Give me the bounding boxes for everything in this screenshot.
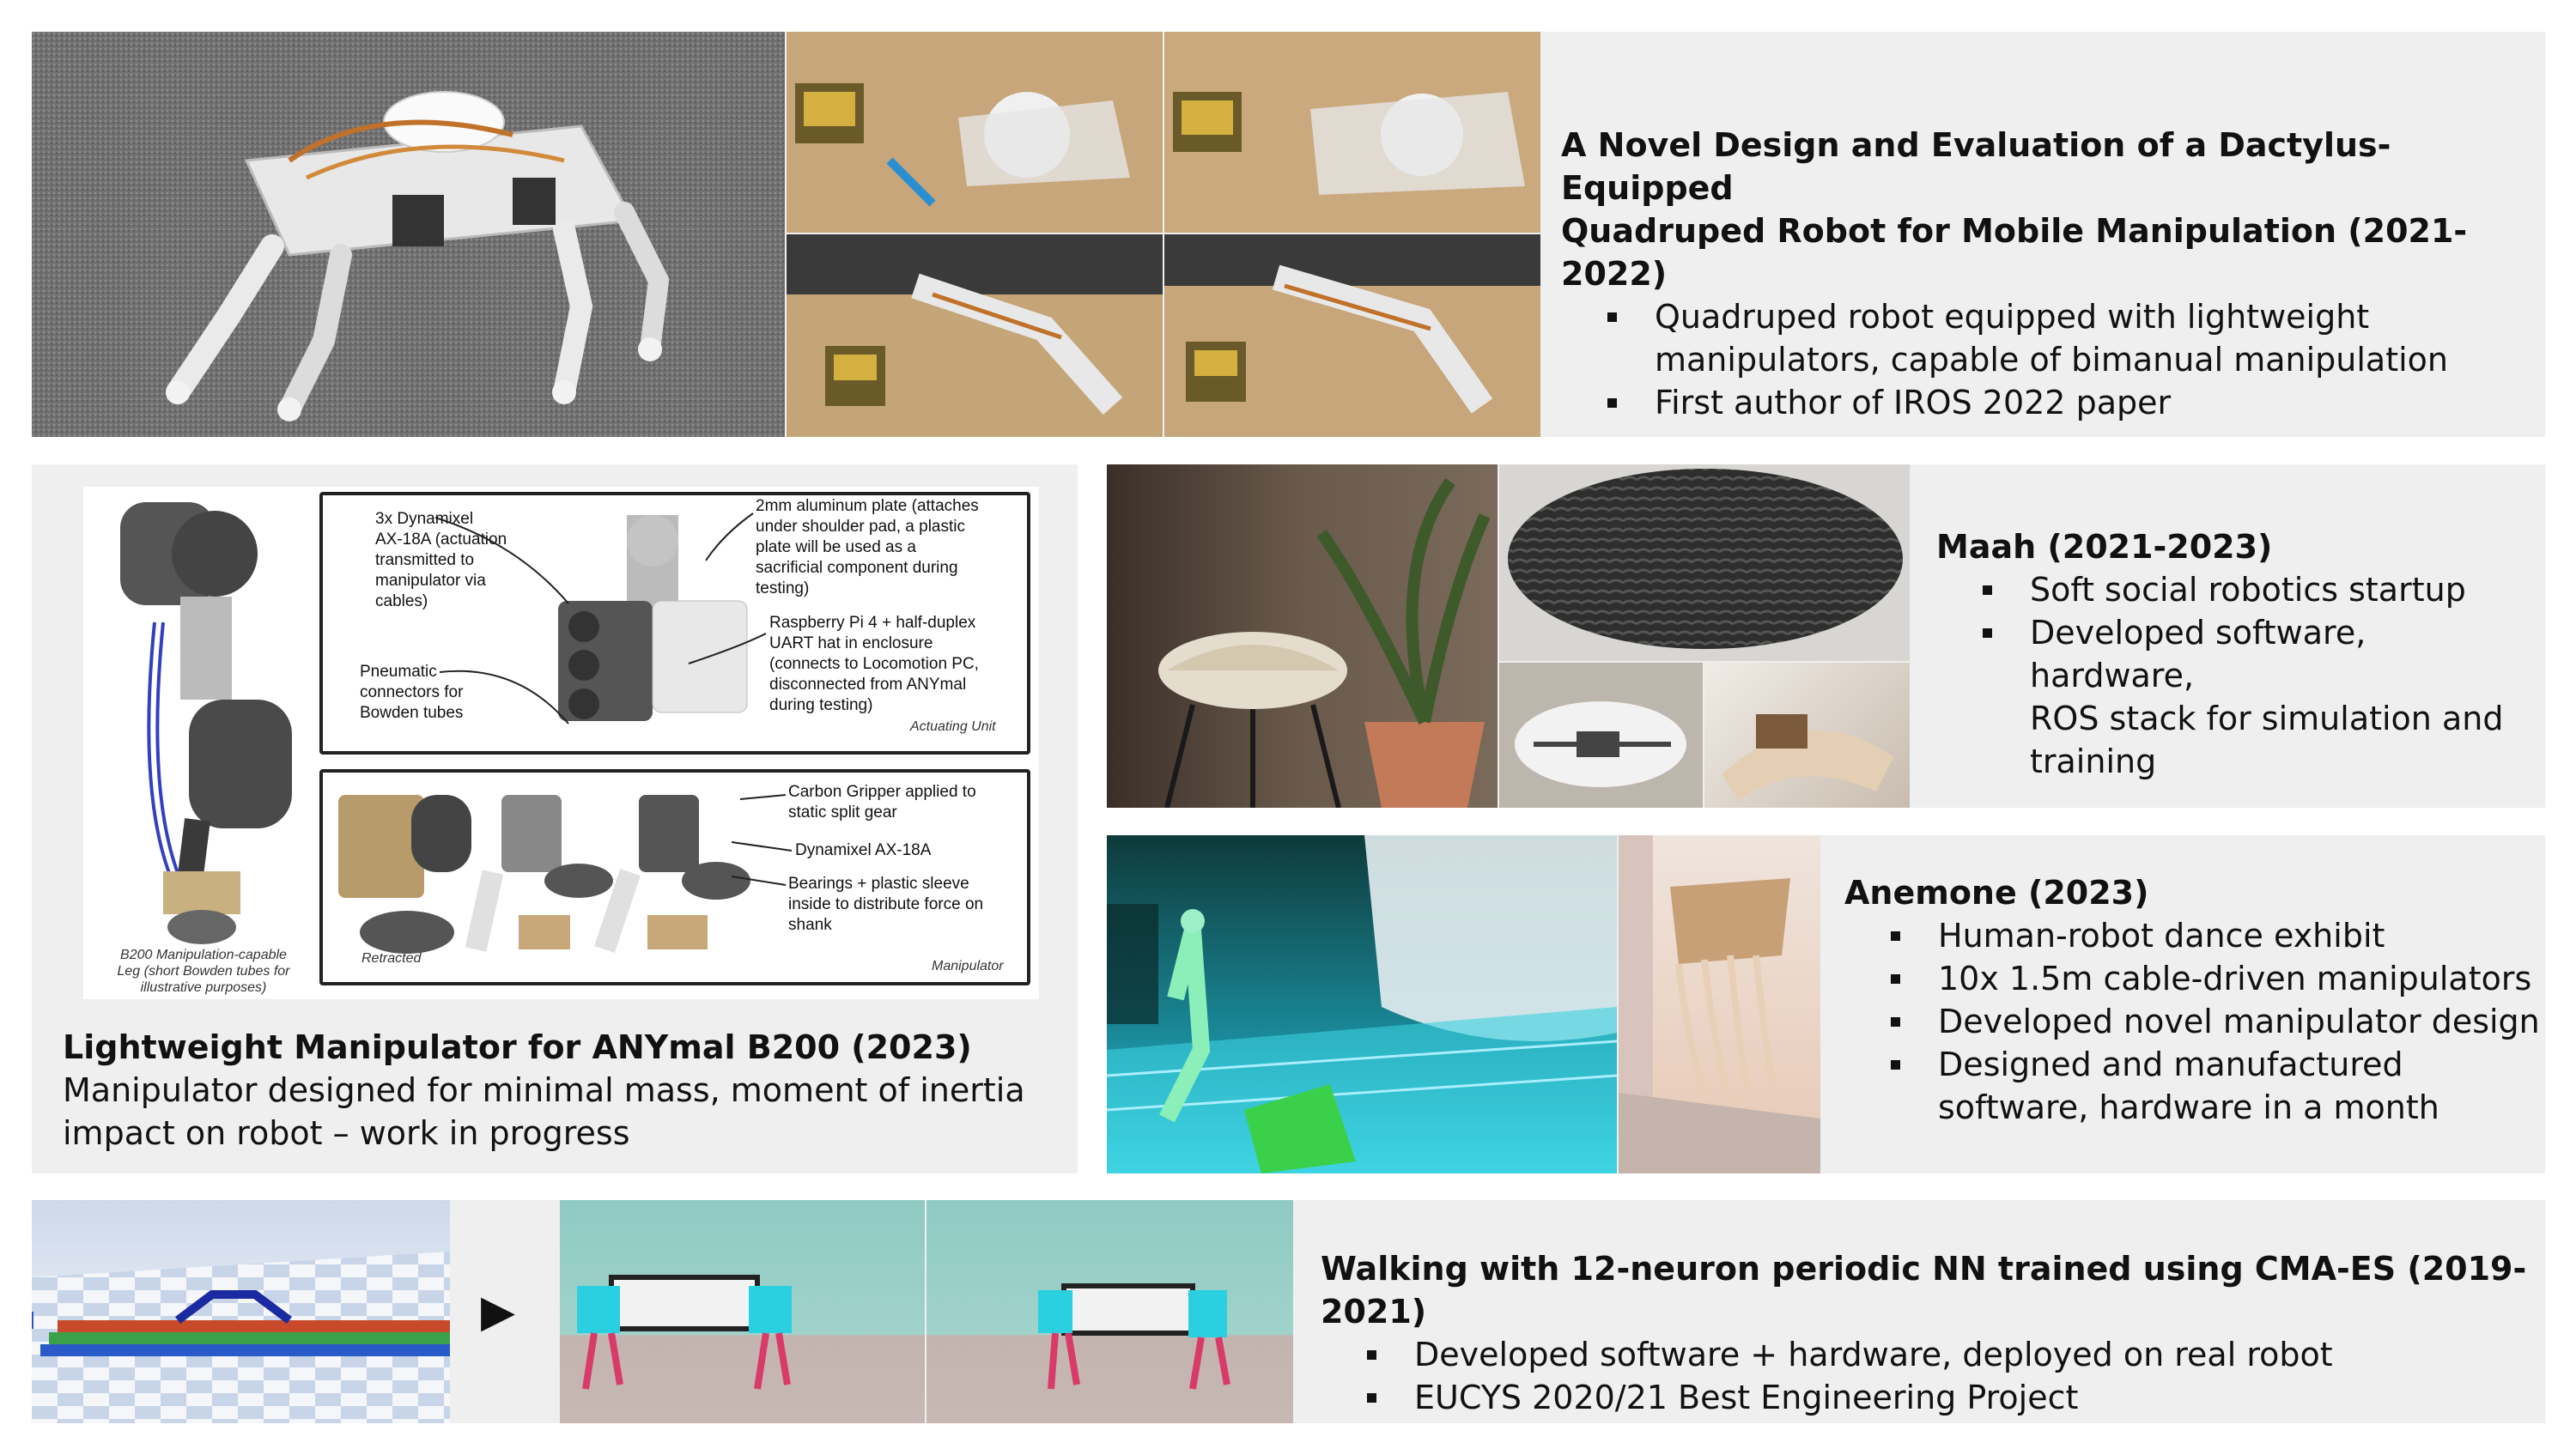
caption-line: B200 Manipulation-capable: [120, 948, 287, 962]
bullet-line: ROS stack for simulation and: [2030, 700, 2504, 737]
bullet-marker: [1891, 1060, 1900, 1070]
label-line: Pneumatic: [360, 663, 437, 681]
bullet-line: EUCYS 2020/21 Best Engineering Project: [1414, 1379, 2079, 1416]
bullet-item: [1321, 1333, 2540, 1376]
bullet-line: First author of IROS 2022 paper: [1655, 384, 2172, 421]
anemone-stage-photo: [1107, 835, 1617, 1173]
maah-coral-photo: [1107, 464, 1498, 808]
bullet-line: Quadruped robot equipped with lightweight: [1655, 298, 2370, 336]
label-line: disconnected from ANYmal: [769, 676, 967, 694]
anemone-title: Anemone (2023): [1844, 874, 2149, 912]
actuating-unit-caption: Actuating Unit: [910, 719, 996, 734]
label-line: inside to distribute force on: [788, 895, 984, 913]
dactylus-photo-bottom-right: [1164, 234, 1540, 437]
walking-bullets: [1321, 1333, 2540, 1419]
bullet-marker: [1891, 931, 1900, 941]
bullet-line: 10x 1.5m cable-driven manipulators: [1938, 960, 2532, 997]
bullet-line: Developed novel manipulator design: [1938, 1003, 2540, 1040]
bullet-item: [1321, 1376, 2540, 1419]
dactylus-photo-top-left: [787, 32, 1163, 233]
dactylus-robot-photo: [32, 32, 785, 437]
label-line: connectors for: [360, 683, 464, 701]
bullet-item: [1936, 568, 2537, 611]
bullet-item: [1561, 295, 2531, 381]
bullet-item: [1844, 1043, 2540, 1129]
bullet-marker: [1367, 1350, 1376, 1360]
leg-render: [94, 494, 301, 949]
bullet-item: [1844, 957, 2540, 1000]
bullet-marker: [1607, 312, 1617, 322]
dactylus-photo-bottom-left: [787, 234, 1163, 437]
bullet-line: Human-robot dance exhibit: [1938, 917, 2385, 955]
label-line: cables): [375, 592, 428, 610]
anemone-bullets: [1844, 914, 2540, 1129]
bullet-line: manipulators, capable of bimanual manipulation: [1655, 341, 2449, 379]
label-line: plate will be used as a: [756, 538, 916, 556]
maah-hand-photo: [1704, 663, 1910, 808]
real-robot-photo-2: [927, 1200, 1293, 1423]
walking-text: [1321, 1247, 2540, 1419]
label-line: under shoulder pad, a plastic: [756, 518, 965, 536]
bullet-item: [1844, 914, 2540, 957]
maah-knit-photo: [1499, 464, 1910, 661]
retracted-caption: Retracted: [361, 951, 422, 966]
label-line: 2mm aluminum plate (attaches: [756, 497, 979, 515]
bullet-marker: [1983, 628, 1992, 638]
bullet-item: [1561, 381, 2531, 424]
label-line: manipulator via: [375, 572, 486, 590]
bullet-marker: [1891, 1017, 1900, 1027]
label-line: UART hat in enclosure: [769, 634, 933, 652]
bullet-marker: [1607, 398, 1617, 408]
label-line: AX-18A (actuation: [375, 530, 507, 549]
real-robot-photo-1: [560, 1200, 925, 1423]
bullet-line: Developed software, hardware,: [2030, 614, 2366, 694]
maah-text: [1936, 525, 2537, 783]
label-line: 3x Dynamixel: [375, 510, 474, 528]
bullet-item: [1844, 1000, 2540, 1043]
dactylus-title-line: A Novel Design and Evaluation of a Dactylus-Equipped: [1561, 126, 2391, 207]
caption-line: Leg (short Bowden tubes for: [117, 964, 290, 979]
bullet-line: software, hardware in a month: [1938, 1088, 2439, 1126]
maah-bullets: [1936, 568, 2537, 783]
label-line: shank: [788, 916, 832, 934]
bullet-marker: [1891, 974, 1900, 984]
bullet-marker: [1367, 1393, 1376, 1403]
play-arrow: ▶: [481, 1286, 515, 1337]
manipulator-title: Lightweight Manipulator for ANYmal B200 (2023): [63, 1028, 972, 1066]
maah-title: Maah (2021-2023): [1936, 528, 2273, 566]
dynamixel-single-label: Dynamixel AX-18A: [795, 841, 932, 859]
dactylus-text: [1561, 124, 2531, 424]
dactylus-title-line: Quadruped Robot for Mobile Manipulation (2021-2022): [1561, 212, 2468, 293]
desc-line: impact on robot – work in progress: [63, 1114, 630, 1152]
dactylus-bullets: [1561, 295, 2531, 424]
dactylus-photo-top-right: [1164, 32, 1540, 233]
anemone-text: [1844, 871, 2540, 1129]
bullet-item: [1936, 611, 2537, 783]
label-line: sacrificial component during: [756, 559, 958, 577]
walking-title: Walking with 12-neuron periodic NN trained using CMA-ES (2019-2021): [1321, 1250, 2527, 1331]
actuating-leader-lines: [319, 492, 1024, 748]
label-line: Bowden tubes: [360, 704, 464, 722]
manipulator-caption: Manipulator: [932, 959, 1004, 973]
bullet-line: Designed and manufactured: [1938, 1046, 2403, 1083]
desc-line: Manipulator designed for minimal mass, moment of inertia: [63, 1071, 1025, 1109]
simulation-screenshot: [32, 1200, 450, 1423]
maah-robot-photo: [1499, 663, 1703, 808]
bullet-line: Developed software + hardware, deployed on real robot: [1414, 1336, 2333, 1373]
manipulator-leader-lines: [319, 769, 1024, 979]
caption-line: illustrative purposes): [140, 980, 267, 995]
anemone-installation-photo: [1619, 835, 1820, 1173]
label-line: (connects to Locomotion PC,: [769, 655, 979, 673]
label-line: transmitted to: [375, 551, 475, 569]
bullet-marker: [1983, 585, 1992, 595]
label-line: during testing): [769, 696, 873, 714]
manipulator-desc: [63, 1069, 1025, 1155]
bullet-line: training: [2030, 743, 2157, 780]
label-line: Carbon Gripper applied to: [788, 783, 976, 801]
bullet-line: Soft social robotics startup: [2030, 571, 2466, 609]
leg-caption: [96, 947, 311, 996]
label-line: Raspberry Pi 4 + half-duplex: [769, 614, 976, 632]
label-line: static split gear: [788, 803, 897, 822]
label-line: testing): [756, 579, 810, 597]
dactylus-title: [1561, 124, 2531, 295]
label-line: Bearings + plastic sleeve: [788, 875, 969, 893]
